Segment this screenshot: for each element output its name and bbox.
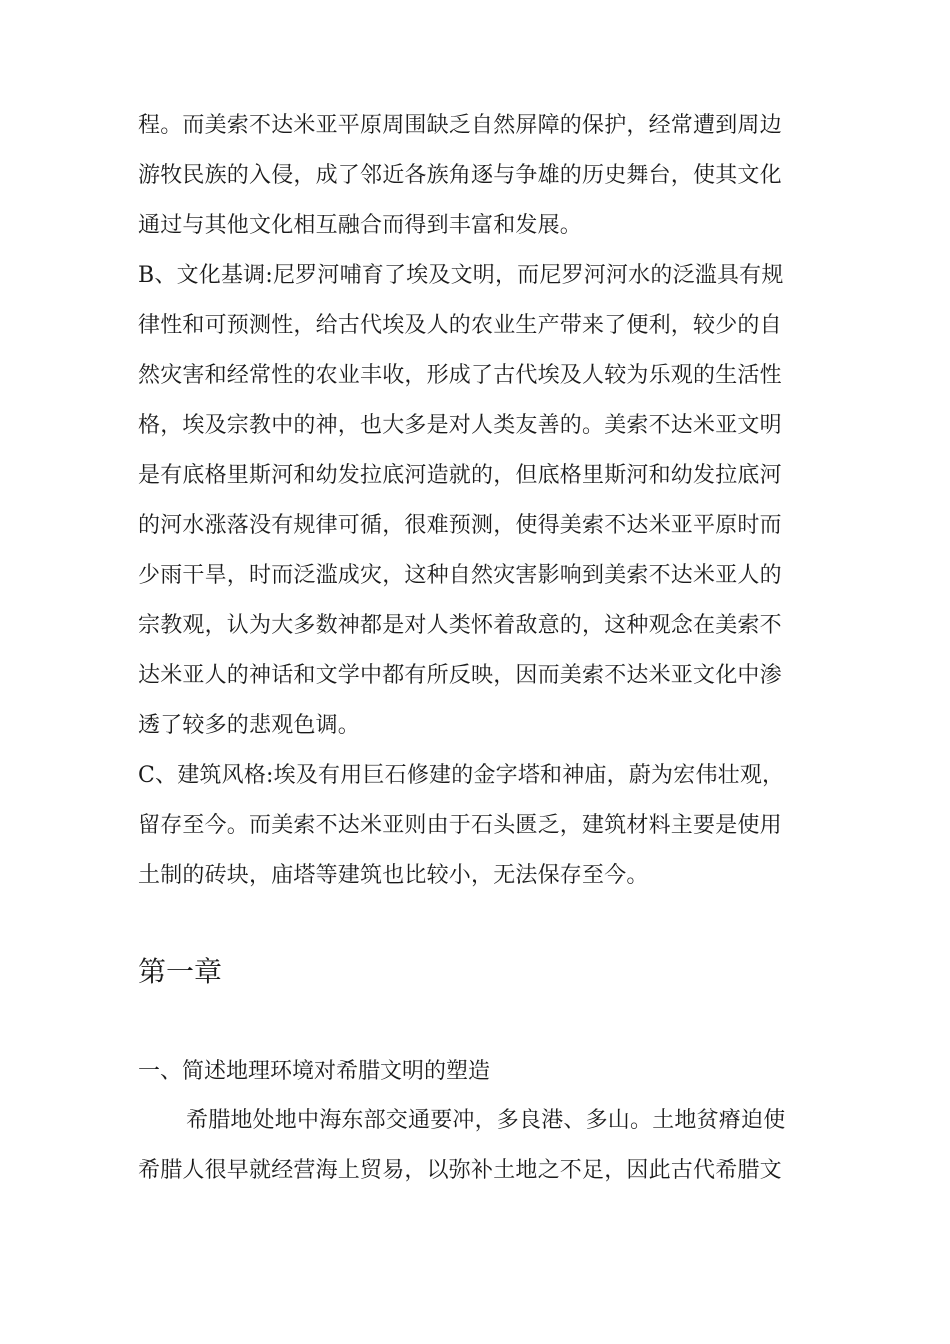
paragraph-a-line: 通过与其他文化相互融合而得到丰富和发展。 <box>138 213 583 238</box>
paragraph-b-line: 是有底格里斯河和幼发拉底河造就的，但底格里斯河和幼发拉底河 <box>138 463 782 488</box>
paragraph-b-line: 格，埃及宗教中的神，也大多是对人类友善的。美索不达米亚文明 <box>138 413 782 438</box>
paragraph-a-line: 游牧民族的入侵，成了邻近各族角逐与争雄的历史舞台，使其文化 <box>138 163 782 188</box>
paragraph-b-line: 宗教观，认为大多数神都是对人类怀着敌意的，这种观念在美索不 <box>138 613 782 638</box>
paragraph-b-line: 达米亚人的神话和文学中都有所反映，因而美索不达米亚文化中渗 <box>138 663 782 688</box>
section-title: 一、简述地理环境对希腊文明的塑造 <box>138 1059 491 1084</box>
paragraph-b-line: 少雨干旱，时而泛滥成灾，这种自然灾害影响到美索不达米亚人的 <box>138 563 782 588</box>
paragraph-b-line: 的河水涨落没有规律可循，很难预测，使得美索不达米亚平原时而 <box>138 513 782 538</box>
paragraph-b-line: 律性和可预测性，给古代埃及人的农业生产带来了便利，较少的自 <box>138 313 782 338</box>
paragraph-c-line: 土制的砖块，庙塔等建筑也比较小，无法保存至今。 <box>138 863 649 888</box>
section-body-line: 希腊人很早就经营海上贸易，以弥补土地之不足，因此古代希腊文 <box>138 1158 782 1183</box>
chapter-title: 第一章 <box>138 955 223 988</box>
paragraph-c-line: C、建筑风格:埃及有用巨石修建的金字塔和神庙，蔚为宏伟壮观， <box>138 763 785 788</box>
paragraph-c-line: 留存至今。而美索不达米亚则由于石头匮乏，建筑材料主要是使用 <box>138 813 782 838</box>
section-body-line: 希腊地处地中海东部交通要冲，多良港、多山。土地贫瘠迫使 <box>186 1108 786 1133</box>
paragraph-b-line: B、文化基调:尼罗河哺育了埃及文明，而尼罗河河水的泛滥具有规 <box>138 263 784 288</box>
paragraph-a-line: 程。而美索不达米亚平原周围缺乏自然屏障的保护，经常遭到周边 <box>138 113 782 138</box>
paragraph-b-line: 透了较多的悲观色调。 <box>138 713 361 738</box>
paragraph-b-line: 然灾害和经常性的农业丰收，形成了古代埃及人较为乐观的生活性 <box>138 363 782 388</box>
